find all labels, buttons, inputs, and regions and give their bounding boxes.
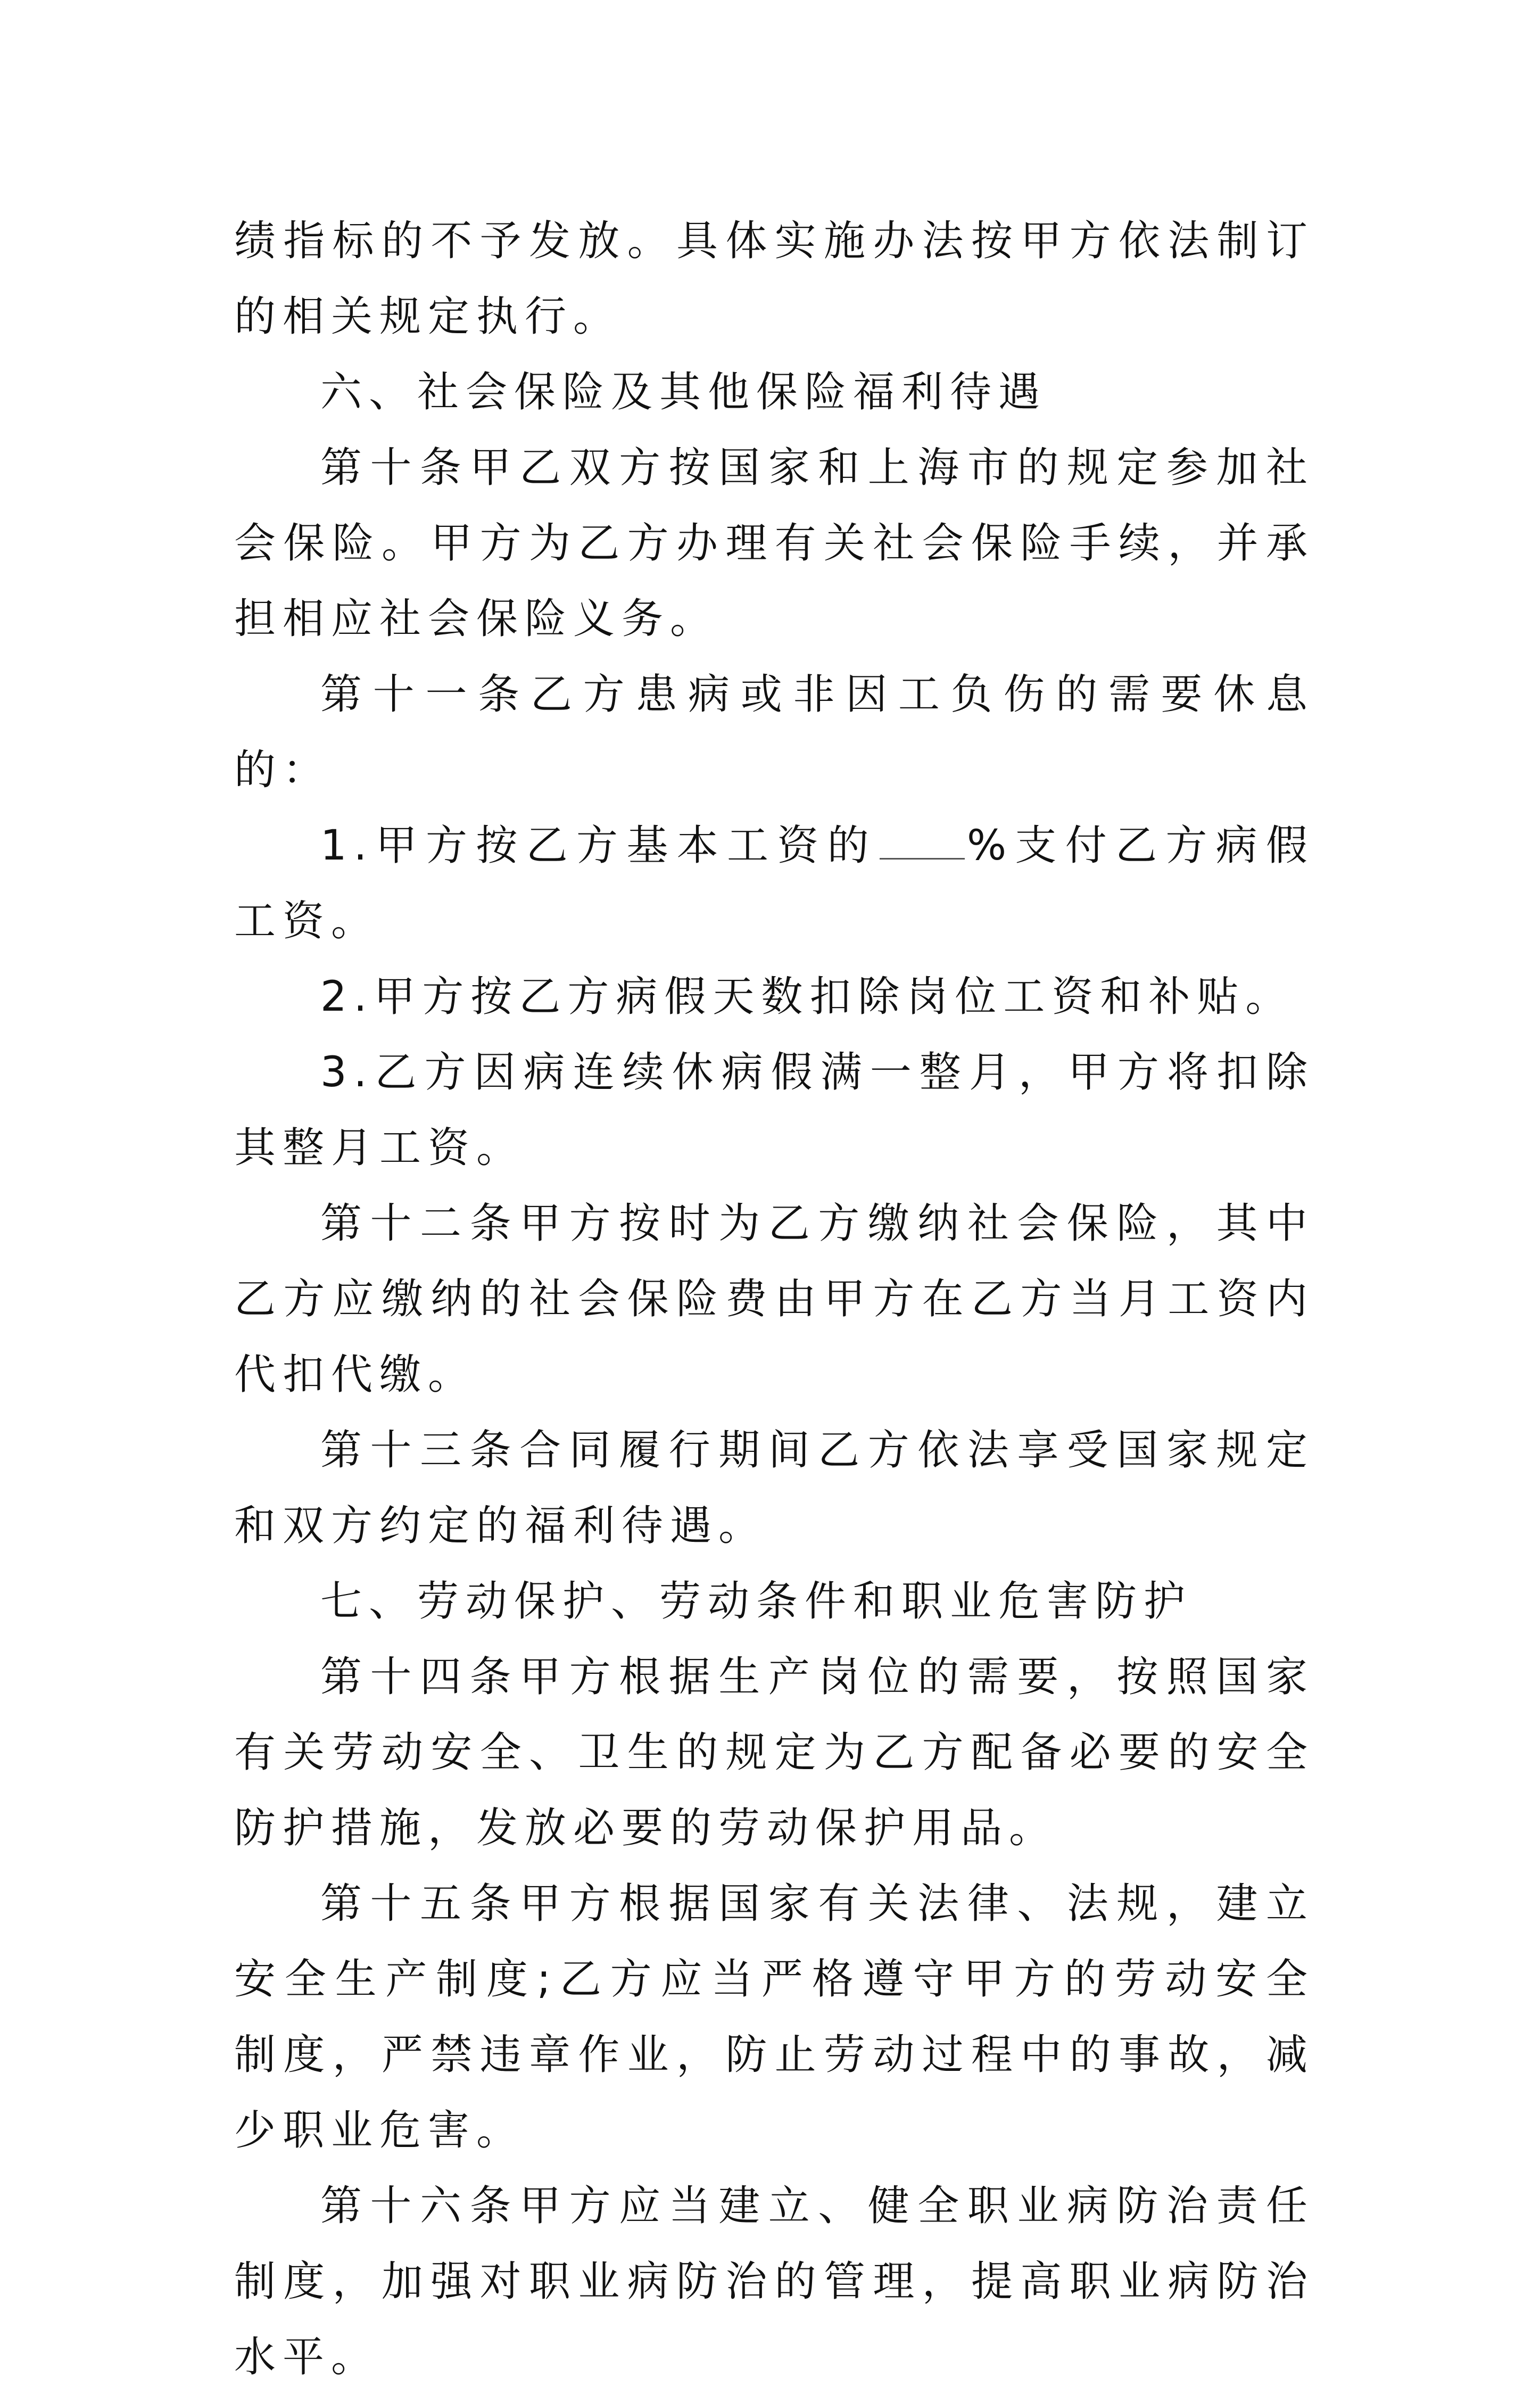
article-12: 第十二条甲方按时为乙方缴纳社会保险，其中乙方应缴纳的社会保险费由甲方在乙方当月工资内代扣代缴。 bbox=[234, 1200, 1314, 1399]
article-11-item-2: 2.甲方按乙方病假天数扣除岗位工资和补贴。 bbox=[320, 973, 1294, 1021]
article-16: 第十六条甲方应当建立、健全职业病防治责任制度，加强对职业病防治的管理，提高职业病防治水平。 bbox=[234, 2182, 1314, 2381]
article-11-item-1 bbox=[234, 808, 1314, 959]
article-10: 第十条甲乙双方按国家和上海市的规定参加社会保险。甲方为乙方办理有关社会保险手续，并承担相应社会保险义务。 bbox=[234, 444, 1314, 643]
document-body bbox=[234, 203, 1314, 2395]
article-11: 第十一条乙方患病或非因工负伤的需要休息的： bbox=[234, 671, 1314, 794]
item-1-text-after: %支付乙方病假工资。 bbox=[234, 822, 1314, 945]
article-11-item-3: 3.乙方因病连续休病假满一整月，甲方将扣除其整月工资。 bbox=[234, 1048, 1314, 1172]
item-1-text-before: 1.甲方按乙方基本工资的 bbox=[320, 822, 877, 870]
section-heading-social-insurance: 六、社会保险及其他保险福利待遇 bbox=[320, 368, 1047, 416]
article-13: 第十三条合同履行期间乙方依法享受国家规定和双方约定的福利待遇。 bbox=[234, 1426, 1314, 1550]
article-15: 第十五条甲方根据国家有关法律、法规，建立安全生产制度;乙方应当严格遵守甲方的劳动安全制度，严禁违章作业，防止劳动过程中的事故，减少职业危害。 bbox=[234, 1880, 1314, 2154]
article-14: 第十四条甲方根据生产岗位的需要，按照国家有关劳动安全、卫生的规定为乙方配备必要的安全防护措施，发放必要的劳动保护用品。 bbox=[234, 1653, 1314, 1852]
percentage-blank bbox=[880, 826, 965, 860]
paragraph-performance-continued: 绩指标的不予发放。具体实施办法按甲方依法制订的相关规定执行。 bbox=[234, 217, 1314, 341]
section-heading-labor-protection: 七、劳动保护、劳动条件和职业危害防护 bbox=[320, 1578, 1193, 1625]
